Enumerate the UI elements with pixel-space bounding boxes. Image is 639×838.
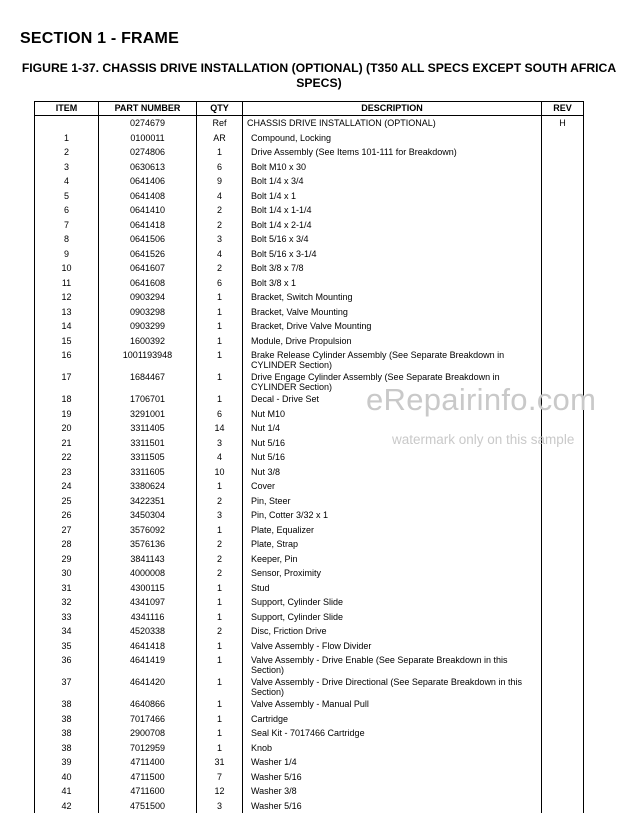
cell-item: 29 xyxy=(35,552,99,567)
cell-item: 17 xyxy=(35,370,99,392)
cell-description: Bracket, Valve Mounting xyxy=(243,305,542,320)
cell-rev xyxy=(542,726,584,741)
cell-part-number: 7012959 xyxy=(99,741,197,756)
cell-rev xyxy=(542,675,584,697)
cell-rev xyxy=(542,697,584,712)
cell-rev xyxy=(542,276,584,291)
cell-item: 13 xyxy=(35,305,99,320)
table-row xyxy=(35,218,584,233)
watermark-site: eRepairinfo.com xyxy=(366,382,597,417)
cell-rev: H xyxy=(542,116,584,131)
cell-qty: 4 xyxy=(197,450,243,465)
cell-qty: 1 xyxy=(197,726,243,741)
cell-description: Valve Assembly - Drive Directional (See Separate Breakdown in this Section) xyxy=(243,675,542,697)
cell-part-number: 3450304 xyxy=(99,508,197,523)
table-row xyxy=(35,203,584,218)
cell-item: 37 xyxy=(35,675,99,697)
cell-qty: 10 xyxy=(197,465,243,480)
cell-item: 39 xyxy=(35,755,99,770)
cell-qty: 2 xyxy=(197,537,243,552)
cell-qty: 1 xyxy=(197,348,243,370)
table-row xyxy=(35,174,584,189)
cell-rev xyxy=(542,160,584,175)
cell-description: Keeper, Pin xyxy=(243,552,542,567)
cell-description: Bolt 3/8 x 7/8 xyxy=(243,261,542,276)
cell-description: Bracket, Drive Valve Mounting xyxy=(243,319,542,334)
table-row xyxy=(35,508,584,523)
cell-qty: 6 xyxy=(197,276,243,291)
cell-rev xyxy=(542,348,584,370)
cell-item: 40 xyxy=(35,770,99,785)
cell-item: 5 xyxy=(35,189,99,204)
cell-qty: 2 xyxy=(197,203,243,218)
cell-item: 3 xyxy=(35,160,99,175)
cell-qty: 1 xyxy=(197,653,243,675)
cell-qty: 1 xyxy=(197,712,243,727)
cell-part-number: 0641526 xyxy=(99,247,197,262)
cell-part-number: 3841143 xyxy=(99,552,197,567)
cell-part-number: 3576092 xyxy=(99,523,197,538)
table-row xyxy=(35,232,584,247)
cell-part-number: 4641418 xyxy=(99,639,197,654)
cell-qty: 1 xyxy=(197,697,243,712)
cell-item: 19 xyxy=(35,407,99,422)
cell-qty: 1 xyxy=(197,595,243,610)
cell-description: Valve Assembly - Drive Enable (See Separate Breakdown in this Section) xyxy=(243,653,542,675)
cell-part-number: 0274679 xyxy=(99,116,197,131)
cell-rev xyxy=(542,145,584,160)
cell-description: Nut 5/16 xyxy=(243,450,542,465)
table-row xyxy=(35,770,584,785)
figure-title: FIGURE 1-37. CHASSIS DRIVE INSTALLATION (OPTIONAL) (T350 ALL SPECS EXCEPT SOUTH AFRICA SPECS) xyxy=(21,61,617,90)
table-row xyxy=(35,305,584,320)
watermark-note: watermark only on this sample xyxy=(392,432,575,447)
cell-rev xyxy=(542,784,584,799)
header-item: ITEM xyxy=(35,102,99,116)
cell-item: 38 xyxy=(35,741,99,756)
cell-item: 20 xyxy=(35,421,99,436)
cell-rev xyxy=(542,334,584,349)
cell-qty: 3 xyxy=(197,232,243,247)
cell-rev xyxy=(542,305,584,320)
cell-item: 22 xyxy=(35,450,99,465)
cell-description: Bolt M10 x 30 xyxy=(243,160,542,175)
table-row xyxy=(35,566,584,581)
cell-description: Valve Assembly - Manual Pull xyxy=(243,697,542,712)
cell-part-number: 4641419 xyxy=(99,653,197,675)
table-row xyxy=(35,450,584,465)
cell-part-number: 4711400 xyxy=(99,755,197,770)
table-row xyxy=(35,675,584,697)
table-row xyxy=(35,595,584,610)
cell-item: 15 xyxy=(35,334,99,349)
cell-description: Plate, Strap xyxy=(243,537,542,552)
cell-part-number: 4341097 xyxy=(99,595,197,610)
cell-item: 41 xyxy=(35,784,99,799)
cell-description: Pin, Steer xyxy=(243,494,542,509)
cell-part-number: 0641506 xyxy=(99,232,197,247)
cell-qty: 2 xyxy=(197,494,243,509)
cell-part-number: 4300115 xyxy=(99,581,197,596)
cell-description: Washer 5/16 xyxy=(243,799,542,814)
table-row xyxy=(35,581,584,596)
cell-rev xyxy=(542,450,584,465)
cell-qty: 1 xyxy=(197,523,243,538)
table-row xyxy=(35,712,584,727)
cell-qty: 1 xyxy=(197,290,243,305)
cell-description: Bracket, Switch Mounting xyxy=(243,290,542,305)
cell-qty: 1 xyxy=(197,392,243,407)
cell-item: 27 xyxy=(35,523,99,538)
cell-qty: 2 xyxy=(197,566,243,581)
cell-qty: 3 xyxy=(197,508,243,523)
cell-item: 33 xyxy=(35,610,99,625)
cell-part-number: 0903294 xyxy=(99,290,197,305)
cell-rev xyxy=(542,174,584,189)
cell-rev xyxy=(542,741,584,756)
cell-qty: 2 xyxy=(197,218,243,233)
table-row xyxy=(35,639,584,654)
cell-part-number: 4341116 xyxy=(99,610,197,625)
cell-part-number: 3311605 xyxy=(99,465,197,480)
cell-part-number: 0100011 xyxy=(99,131,197,146)
cell-qty: 1 xyxy=(197,581,243,596)
table-header-row xyxy=(35,102,584,116)
table-row xyxy=(35,494,584,509)
cell-qty: 1 xyxy=(197,370,243,392)
cell-description: Nut M10 xyxy=(243,407,542,422)
cell-part-number: 0641607 xyxy=(99,261,197,276)
table-row xyxy=(35,348,584,370)
cell-qty: 3 xyxy=(197,799,243,814)
cell-description: Support, Cylinder Slide xyxy=(243,610,542,625)
cell-rev xyxy=(542,595,584,610)
cell-rev xyxy=(542,566,584,581)
cell-rev xyxy=(542,770,584,785)
cell-description: Washer 3/8 xyxy=(243,784,542,799)
cell-rev xyxy=(542,508,584,523)
cell-part-number: 3311505 xyxy=(99,450,197,465)
cell-description: Bolt 1/4 x 1 xyxy=(243,189,542,204)
table-row xyxy=(35,784,584,799)
cell-description: Drive Assembly (See Items 101-111 for Breakdown) xyxy=(243,145,542,160)
cell-part-number: 3380624 xyxy=(99,479,197,494)
cell-item: 2 xyxy=(35,145,99,160)
cell-item: 30 xyxy=(35,566,99,581)
cell-part-number: 0641408 xyxy=(99,189,197,204)
cell-rev xyxy=(542,247,584,262)
table-row xyxy=(35,741,584,756)
cell-part-number: 4000008 xyxy=(99,566,197,581)
table-row xyxy=(35,247,584,262)
table-row xyxy=(35,160,584,175)
cell-item: 34 xyxy=(35,624,99,639)
cell-item: 35 xyxy=(35,639,99,654)
cell-item: 28 xyxy=(35,537,99,552)
cell-part-number: 4711500 xyxy=(99,770,197,785)
cell-description: Bolt 5/16 x 3-1/4 xyxy=(243,247,542,262)
table-row xyxy=(35,261,584,276)
table-row xyxy=(35,624,584,639)
cell-item: 21 xyxy=(35,436,99,451)
cell-qty: 14 xyxy=(197,421,243,436)
cell-qty: 1 xyxy=(197,319,243,334)
cell-rev xyxy=(542,537,584,552)
cell-part-number: 3311501 xyxy=(99,436,197,451)
cell-part-number: 4751500 xyxy=(99,799,197,814)
cell-rev xyxy=(542,799,584,814)
cell-rev xyxy=(542,494,584,509)
cell-qty: 31 xyxy=(197,755,243,770)
cell-qty: 2 xyxy=(197,552,243,567)
cell-item: 38 xyxy=(35,712,99,727)
cell-description: Support, Cylinder Slide xyxy=(243,595,542,610)
cell-description: Stud xyxy=(243,581,542,596)
cell-qty: 1 xyxy=(197,610,243,625)
cell-qty: 4 xyxy=(197,247,243,262)
cell-description: Washer 1/4 xyxy=(243,755,542,770)
header-part-number: PART NUMBER xyxy=(99,102,197,116)
table-row xyxy=(35,653,584,675)
header-rev: REV xyxy=(542,102,584,116)
cell-description: Plate, Equalizer xyxy=(243,523,542,538)
cell-qty: 1 xyxy=(197,639,243,654)
cell-qty: 6 xyxy=(197,407,243,422)
table-row xyxy=(35,145,584,160)
cell-description: Cartridge xyxy=(243,712,542,727)
cell-description: Nut 1/4 xyxy=(243,421,542,436)
cell-part-number: 3576136 xyxy=(99,537,197,552)
cell-item: 38 xyxy=(35,697,99,712)
cell-rev xyxy=(542,465,584,480)
cell-description: Brake Release Cylinder Assembly (See Separate Breakdown in CYLINDER Section) xyxy=(243,348,542,370)
cell-qty: 4 xyxy=(197,189,243,204)
table-row xyxy=(35,610,584,625)
cell-part-number: 0630613 xyxy=(99,160,197,175)
cell-description: Washer 5/16 xyxy=(243,770,542,785)
cell-rev xyxy=(542,624,584,639)
cell-part-number: 3311405 xyxy=(99,421,197,436)
cell-part-number: 1684467 xyxy=(99,370,197,392)
cell-qty: 9 xyxy=(197,174,243,189)
cell-part-number: 0641410 xyxy=(99,203,197,218)
table-row xyxy=(35,116,584,131)
cell-part-number: 4711600 xyxy=(99,784,197,799)
cell-description: Knob xyxy=(243,741,542,756)
cell-item: 25 xyxy=(35,494,99,509)
cell-description: Pin, Cotter 3/32 x 1 xyxy=(243,508,542,523)
cell-part-number: 4640866 xyxy=(99,697,197,712)
cell-description: Disc, Friction Drive xyxy=(243,624,542,639)
cell-item: 31 xyxy=(35,581,99,596)
table-row xyxy=(35,755,584,770)
table-row xyxy=(35,726,584,741)
table-row xyxy=(35,799,584,814)
cell-item: 7 xyxy=(35,218,99,233)
table-row xyxy=(35,479,584,494)
cell-part-number: 0641418 xyxy=(99,218,197,233)
cell-part-number: 0903298 xyxy=(99,305,197,320)
cell-item: 9 xyxy=(35,247,99,262)
cell-item: 42 xyxy=(35,799,99,814)
cell-rev xyxy=(542,712,584,727)
cell-item: 32 xyxy=(35,595,99,610)
table-row xyxy=(35,537,584,552)
cell-item: 11 xyxy=(35,276,99,291)
cell-item: 4 xyxy=(35,174,99,189)
cell-item: 16 xyxy=(35,348,99,370)
header-description: DESCRIPTION xyxy=(243,102,542,116)
cell-qty: 3 xyxy=(197,436,243,451)
cell-rev xyxy=(542,218,584,233)
section-title: SECTION 1 - FRAME xyxy=(20,30,179,47)
cell-item: 6 xyxy=(35,203,99,218)
table-row xyxy=(35,131,584,146)
cell-rev xyxy=(542,610,584,625)
cell-description: Bolt 5/16 x 3/4 xyxy=(243,232,542,247)
cell-qty: 6 xyxy=(197,160,243,175)
cell-qty: AR xyxy=(197,131,243,146)
cell-part-number: 4520338 xyxy=(99,624,197,639)
cell-description: Cover xyxy=(243,479,542,494)
cell-part-number: 0903299 xyxy=(99,319,197,334)
cell-qty: 1 xyxy=(197,479,243,494)
cell-qty: 1 xyxy=(197,305,243,320)
cell-description: Nut 3/8 xyxy=(243,465,542,480)
cell-description: Nut 5/16 xyxy=(243,436,542,451)
table-row xyxy=(35,276,584,291)
cell-description: Decal - Drive Set xyxy=(243,392,542,407)
cell-item: 8 xyxy=(35,232,99,247)
cell-part-number: 7017466 xyxy=(99,712,197,727)
cell-rev xyxy=(542,203,584,218)
cell-item: 10 xyxy=(35,261,99,276)
cell-item: 1 xyxy=(35,131,99,146)
cell-rev xyxy=(542,232,584,247)
table-row xyxy=(35,290,584,305)
cell-qty: 2 xyxy=(197,624,243,639)
cell-item: 36 xyxy=(35,653,99,675)
table-row xyxy=(35,334,584,349)
cell-rev xyxy=(542,479,584,494)
cell-rev xyxy=(542,523,584,538)
cell-description: Module, Drive Propulsion xyxy=(243,334,542,349)
cell-part-number: 4641420 xyxy=(99,675,197,697)
cell-part-number: 3291001 xyxy=(99,407,197,422)
cell-rev xyxy=(542,131,584,146)
cell-rev xyxy=(542,653,584,675)
cell-part-number: 2900708 xyxy=(99,726,197,741)
cell-description: Bolt 1/4 x 1-1/4 xyxy=(243,203,542,218)
cell-description: Valve Assembly - Flow Divider xyxy=(243,639,542,654)
table-row xyxy=(35,697,584,712)
cell-description: Bolt 3/8 x 1 xyxy=(243,276,542,291)
cell-rev xyxy=(542,552,584,567)
cell-qty: 7 xyxy=(197,770,243,785)
cell-item: 24 xyxy=(35,479,99,494)
cell-rev xyxy=(542,261,584,276)
cell-item: 14 xyxy=(35,319,99,334)
cell-part-number: 0274806 xyxy=(99,145,197,160)
cell-description: CHASSIS DRIVE INSTALLATION (OPTIONAL) xyxy=(243,116,542,131)
cell-rev xyxy=(542,189,584,204)
cell-rev xyxy=(542,581,584,596)
cell-part-number: 1706701 xyxy=(99,392,197,407)
table-row xyxy=(35,319,584,334)
table-row xyxy=(35,552,584,567)
cell-description: Drive Engage Cylinder Assembly (See Separate Breakdown in CYLINDER Section) xyxy=(243,370,542,392)
cell-item: 18 xyxy=(35,392,99,407)
cell-item: 26 xyxy=(35,508,99,523)
cell-item xyxy=(35,116,99,131)
cell-qty: 1 xyxy=(197,145,243,160)
table-row xyxy=(35,523,584,538)
cell-qty: 1 xyxy=(197,334,243,349)
cell-part-number: 0641608 xyxy=(99,276,197,291)
cell-item: 12 xyxy=(35,290,99,305)
cell-part-number: 1600392 xyxy=(99,334,197,349)
cell-part-number: 0641406 xyxy=(99,174,197,189)
cell-item: 23 xyxy=(35,465,99,480)
header-qty: QTY xyxy=(197,102,243,116)
table-row xyxy=(35,189,584,204)
cell-item: 38 xyxy=(35,726,99,741)
cell-part-number: 3422351 xyxy=(99,494,197,509)
cell-rev xyxy=(542,290,584,305)
cell-description: Bolt 1/4 x 2-1/4 xyxy=(243,218,542,233)
cell-description: Seal Kit - 7017466 Cartridge xyxy=(243,726,542,741)
cell-rev xyxy=(542,755,584,770)
cell-part-number: 1001193948 xyxy=(99,348,197,370)
cell-rev xyxy=(542,319,584,334)
cell-qty: 1 xyxy=(197,675,243,697)
cell-description: Compound, Locking xyxy=(243,131,542,146)
parts-table xyxy=(34,101,584,813)
cell-rev xyxy=(542,639,584,654)
cell-qty: 1 xyxy=(197,741,243,756)
table-row xyxy=(35,465,584,480)
cell-qty: 2 xyxy=(197,261,243,276)
cell-description: Sensor, Proximity xyxy=(243,566,542,581)
cell-description: Bolt 1/4 x 3/4 xyxy=(243,174,542,189)
cell-qty: 12 xyxy=(197,784,243,799)
cell-qty: Ref xyxy=(197,116,243,131)
